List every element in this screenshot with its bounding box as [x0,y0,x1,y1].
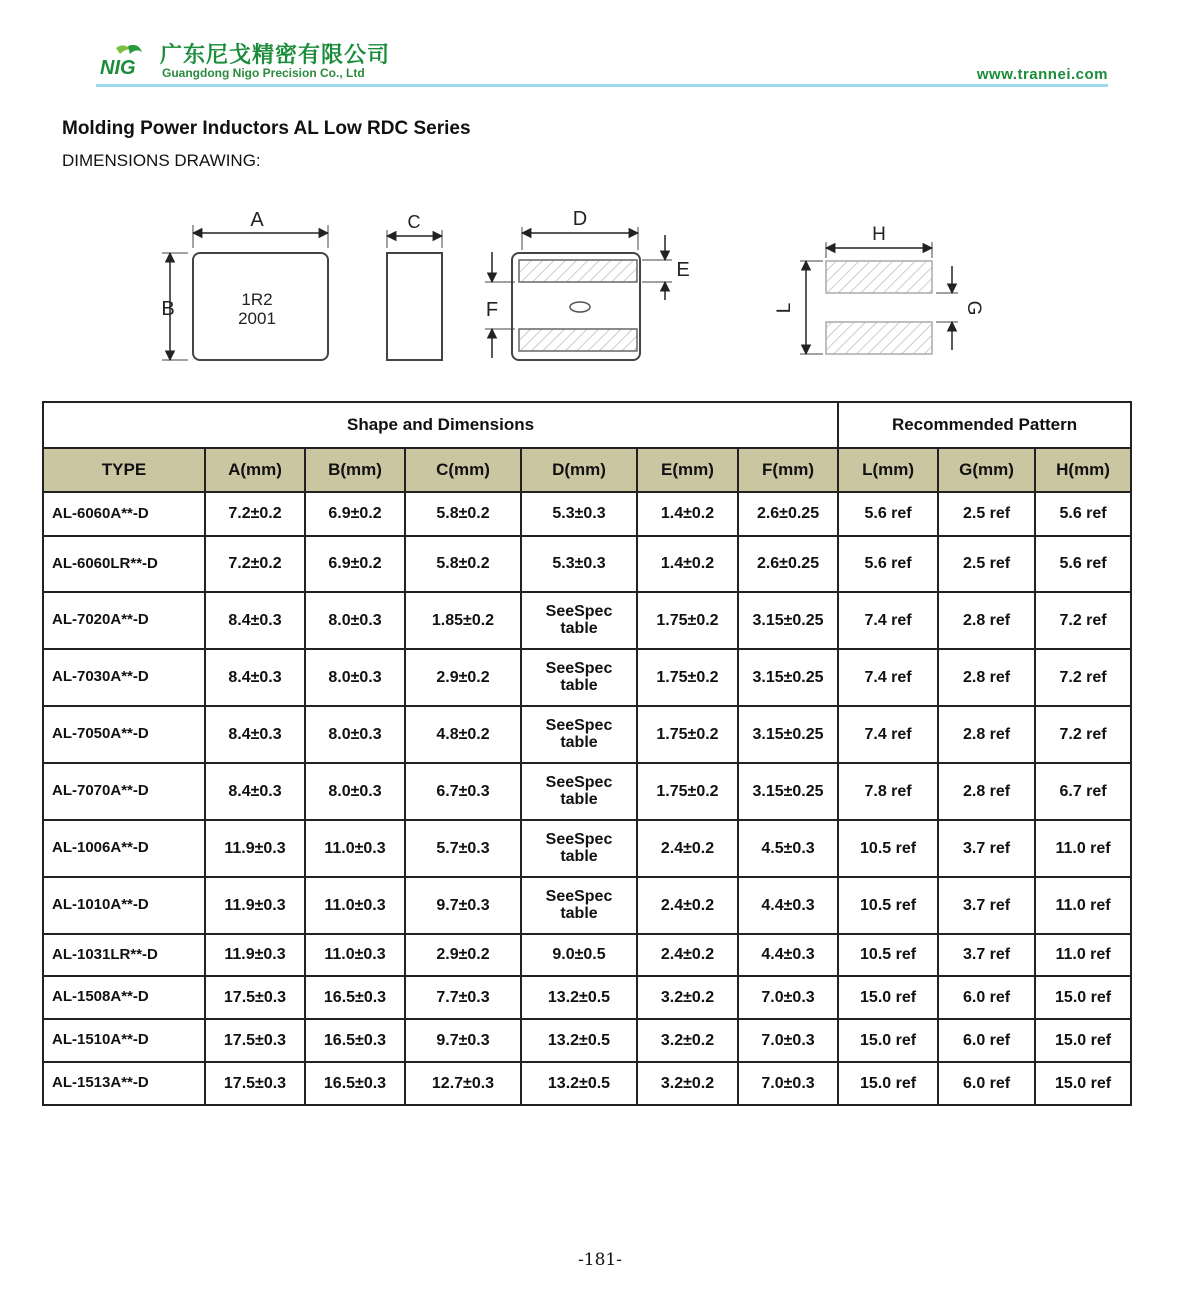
value-cell: 7.2±0.2 [205,492,305,536]
column-header: A(mm) [205,448,305,492]
type-cell: AL-1010A**-D [43,877,205,934]
table-row [43,592,1131,649]
table-row [43,976,1131,1019]
value-cell: 2.8 ref [938,706,1035,763]
value-cell: 1.4±0.2 [637,536,738,592]
type-cell: AL-7070A**-D [43,763,205,820]
type-cell: AL-1031LR**-D [43,934,205,976]
value-cell: 13.2±0.5 [521,1062,637,1105]
logo-text: NIG [100,57,136,79]
type-cell: AL-1510A**-D [43,1019,205,1062]
type-cell: AL-7030A**-D [43,649,205,706]
value-cell: 16.5±0.3 [305,1019,405,1062]
type-cell: AL-1513A**-D [43,1062,205,1105]
dim-label-l: L [774,302,795,314]
value-cell: 17.5±0.3 [205,1062,305,1105]
value-cell: 7.2 ref [1035,706,1131,763]
part-marking-line2: 2001 [238,309,276,328]
column-header: B(mm) [305,448,405,492]
value-cell: 8.0±0.3 [305,649,405,706]
value-cell: 6.0 ref [938,1019,1035,1062]
spec-table-body [43,492,1131,1105]
dim-label-g: G [963,300,984,316]
value-cell: 10.5 ref [838,934,938,976]
value-cell: 10.5 ref [838,877,938,934]
value-cell: 4.4±0.3 [738,877,838,934]
value-cell: SeeSpec table [521,649,637,706]
value-cell: 5.6 ref [838,536,938,592]
value-cell: 7.7±0.3 [405,976,521,1019]
value-cell: 1.75±0.2 [637,763,738,820]
value-cell: 11.0±0.3 [305,877,405,934]
value-cell: 5.3±0.3 [521,536,637,592]
value-cell: 7.2 ref [1035,649,1131,706]
value-cell: 8.4±0.3 [205,592,305,649]
value-cell: 1.4±0.2 [637,492,738,536]
value-cell: 15.0 ref [1035,1062,1131,1105]
value-cell: 15.0 ref [838,976,938,1019]
value-cell: 13.2±0.5 [521,976,637,1019]
spec-table [42,401,1132,1106]
value-cell: 15.0 ref [1035,976,1131,1019]
value-cell: 15.0 ref [838,1019,938,1062]
value-cell: 1.85±0.2 [405,592,521,649]
value-cell: 11.0±0.3 [305,820,405,877]
column-header: TYPE [43,448,205,492]
value-cell: 11.0±0.3 [305,934,405,976]
value-cell: 10.5 ref [838,820,938,877]
value-cell: 8.4±0.3 [205,706,305,763]
table-row [43,1062,1131,1105]
value-cell: 4.4±0.3 [738,934,838,976]
column-header: H(mm) [1035,448,1131,492]
value-cell: 2.8 ref [938,592,1035,649]
value-cell: 6.9±0.2 [305,536,405,592]
value-cell: 2.4±0.2 [637,934,738,976]
column-header: E(mm) [637,448,738,492]
value-cell: 5.3±0.3 [521,492,637,536]
dim-label-a: A [250,209,264,231]
group-header-pattern: Recommended Pattern [838,402,1131,448]
page-number: -181- [578,1250,622,1270]
value-cell: 5.6 ref [1035,492,1131,536]
value-cell: 3.2±0.2 [637,1062,738,1105]
header-divider [96,84,1108,87]
value-cell: 8.4±0.3 [205,649,305,706]
value-cell: 11.9±0.3 [205,877,305,934]
column-header: D(mm) [521,448,637,492]
value-cell: 7.0±0.3 [738,1019,838,1062]
value-cell: 17.5±0.3 [205,976,305,1019]
value-cell: 1.75±0.2 [637,706,738,763]
column-header: L(mm) [838,448,938,492]
value-cell: 7.4 ref [838,649,938,706]
dimensions-drawing [150,200,1000,375]
type-cell: AL-1006A**-D [43,820,205,877]
value-cell: 2.6±0.25 [738,492,838,536]
value-cell: 16.5±0.3 [305,976,405,1019]
value-cell: 9.7±0.3 [405,1019,521,1062]
table-row [43,536,1131,592]
value-cell: 2.8 ref [938,649,1035,706]
type-cell: AL-7020A**-D [43,592,205,649]
value-cell: 3.2±0.2 [637,1019,738,1062]
value-cell: 5.6 ref [1035,536,1131,592]
value-cell: 2.9±0.2 [405,649,521,706]
type-cell: AL-6060A**-D [43,492,205,536]
part-marking-line1: 1R2 [241,290,273,309]
value-cell: 1.75±0.2 [637,649,738,706]
nig-logo-icon [98,44,160,82]
company-name-en: Guangdong Nigo Precision Co., Ltd [162,66,365,80]
value-cell: 6.7±0.3 [405,763,521,820]
value-cell: 13.2±0.5 [521,1019,637,1062]
value-cell: 11.9±0.3 [205,934,305,976]
value-cell: 11.9±0.3 [205,820,305,877]
value-cell: 3.15±0.25 [738,763,838,820]
value-cell: 4.8±0.2 [405,706,521,763]
land-pattern-view [774,224,984,354]
type-cell: AL-6060LR**-D [43,536,205,592]
value-cell: 3.7 ref [938,877,1035,934]
table-row [43,877,1131,934]
value-cell: 2.5 ref [938,536,1035,592]
value-cell: 8.0±0.3 [305,706,405,763]
value-cell: 6.0 ref [938,976,1035,1019]
value-cell: 17.5±0.3 [205,1019,305,1062]
value-cell: 7.2±0.2 [205,536,305,592]
value-cell: 9.0±0.5 [521,934,637,976]
dim-label-d: D [572,208,588,230]
value-cell: 11.0 ref [1035,934,1131,976]
table-row [43,492,1131,536]
value-cell: 3.15±0.25 [738,649,838,706]
table-row [43,820,1131,877]
value-cell: 5.8±0.2 [405,492,521,536]
value-cell: 7.0±0.3 [738,1062,838,1105]
value-cell: 6.9±0.2 [305,492,405,536]
value-cell: 2.5 ref [938,492,1035,536]
dim-label-e: E [676,259,690,281]
value-cell: 2.4±0.2 [637,820,738,877]
value-cell: 3.15±0.25 [738,706,838,763]
value-cell: 11.0 ref [1035,820,1131,877]
value-cell: 5.8±0.2 [405,536,521,592]
table-row [43,1019,1131,1062]
dim-label-b: B [161,298,175,320]
value-cell: 7.4 ref [838,592,938,649]
value-cell: 8.0±0.3 [305,763,405,820]
value-cell: SeeSpec table [521,763,637,820]
value-cell: 3.2±0.2 [637,976,738,1019]
value-cell: SeeSpec table [521,706,637,763]
value-cell: 7.8 ref [838,763,938,820]
dim-label-h: H [872,224,886,245]
value-cell: 7.2 ref [1035,592,1131,649]
value-cell: 7.0±0.3 [738,976,838,1019]
table-row [43,649,1131,706]
value-cell: 2.6±0.25 [738,536,838,592]
dim-label-c: C [407,212,421,232]
table-row [43,706,1131,763]
value-cell: 7.4 ref [838,706,938,763]
value-cell: 3.7 ref [938,934,1035,976]
top-view [161,209,328,360]
column-header: C(mm) [405,448,521,492]
side-view [387,212,442,360]
column-header-row [43,448,1131,492]
value-cell: 5.7±0.3 [405,820,521,877]
section-subtitle: DIMENSIONS DRAWING: [62,151,261,170]
value-cell: 4.5±0.3 [738,820,838,877]
page-header [0,0,1200,100]
value-cell: 6.0 ref [938,1062,1035,1105]
page-title: Molding Power Inductors AL Low RDC Series [62,118,471,139]
type-cell: AL-1508A**-D [43,976,205,1019]
value-cell: 9.7±0.3 [405,877,521,934]
value-cell: SeeSpec table [521,877,637,934]
value-cell: 2.9±0.2 [405,934,521,976]
spec-table-container [42,401,1132,1106]
company-logo [98,38,458,88]
value-cell: 11.0 ref [1035,877,1131,934]
value-cell: 6.7 ref [1035,763,1131,820]
dim-label-f: F [485,299,499,321]
value-cell: 16.5±0.3 [305,1062,405,1105]
bottom-view [485,208,690,360]
table-row [43,934,1131,976]
table-row [43,763,1131,820]
group-header-shape: Shape and Dimensions [43,402,838,448]
value-cell: 12.7±0.3 [405,1062,521,1105]
value-cell: 2.4±0.2 [637,877,738,934]
value-cell: 2.8 ref [938,763,1035,820]
value-cell: 8.4±0.3 [205,763,305,820]
value-cell: 1.75±0.2 [637,592,738,649]
type-cell: AL-7050A**-D [43,706,205,763]
value-cell: SeeSpec table [521,820,637,877]
website-link[interactable]: www.trannei.com [976,66,1108,83]
value-cell: SeeSpec table [521,592,637,649]
value-cell: 3.7 ref [938,820,1035,877]
column-header: G(mm) [938,448,1035,492]
value-cell: 3.15±0.25 [738,592,838,649]
column-header: F(mm) [738,448,838,492]
value-cell: 15.0 ref [838,1062,938,1105]
value-cell: 8.0±0.3 [305,592,405,649]
value-cell: 15.0 ref [1035,1019,1131,1062]
value-cell: 5.6 ref [838,492,938,536]
company-name-cn: 广东尼戈精密有限公司 [160,43,391,68]
